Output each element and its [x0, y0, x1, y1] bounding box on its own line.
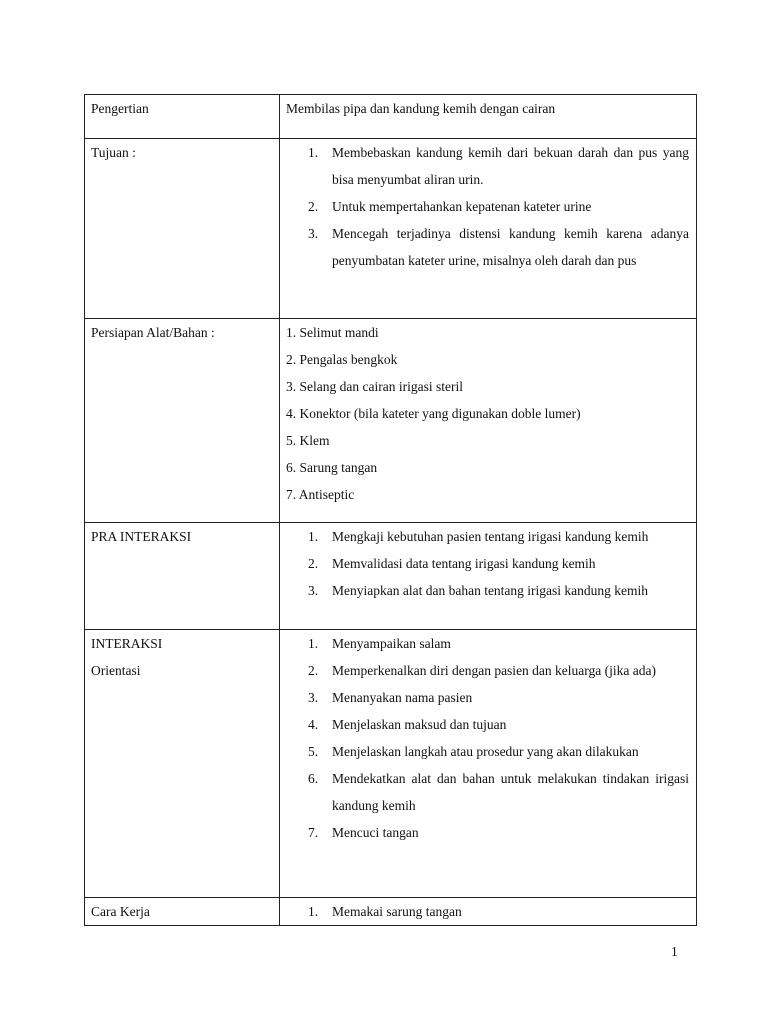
list-item-text: Mengkaji kebutuhan pasien tentang irigasi kandung kemih — [332, 529, 649, 544]
row-label: Pengertian — [91, 101, 149, 116]
label-cell — [85, 523, 280, 630]
list-item-text: Menyiapkan alat dan bahan tentang irigasi kandung kemih — [332, 583, 649, 598]
row-tujuan — [85, 139, 697, 319]
list-item-text: Untuk mempertahankan kepatenan kateter urine — [332, 199, 592, 214]
list-item — [280, 630, 689, 657]
list-item-text: Memvalidasi data tentang irigasi kandung kemih — [332, 556, 596, 571]
definition-text: Membilas pipa dan kandung kemih dengan cairan — [286, 101, 556, 116]
row-interaksi — [85, 630, 697, 898]
list-item — [280, 139, 689, 193]
list-item: 5. Klem — [286, 433, 330, 448]
list-item — [280, 711, 689, 738]
list-item-text: Menyampaikan salam — [332, 636, 451, 651]
procedure-table — [84, 94, 697, 926]
objectives-list — [280, 139, 696, 274]
label-cell — [85, 139, 280, 319]
list-number: 2. — [308, 199, 319, 214]
list-item: 2. Pengalas bengkok — [286, 352, 398, 367]
list-item: 6. Sarung tangan — [286, 460, 378, 475]
row-label: Persiapan Alat/Bahan : — [91, 325, 215, 340]
row-label: Cara Kerja — [91, 904, 150, 919]
label-cell — [85, 95, 280, 139]
list-item — [280, 765, 689, 819]
list-number: 1. — [308, 145, 319, 160]
content-cell — [280, 523, 697, 630]
row-pengertian — [85, 95, 697, 139]
list-number: 4. — [308, 717, 319, 732]
orientation-list — [280, 630, 696, 846]
list-item-text: Memakai sarung tangan — [332, 904, 462, 919]
pre-interaction-list — [280, 523, 696, 604]
list-number: 2. — [308, 556, 319, 571]
list-number: 1. — [308, 904, 319, 919]
list-item — [280, 577, 689, 604]
row-label: PRA INTERAKSI — [91, 529, 192, 544]
content-cell — [280, 630, 697, 898]
list-number: 3. — [308, 690, 319, 705]
list-number: 3. — [308, 226, 319, 241]
list-item — [280, 819, 689, 846]
list-item — [280, 523, 689, 550]
list-item: 3. Selang dan cairan irigasi steril — [286, 379, 463, 394]
page-number: 1 — [671, 944, 678, 959]
row-sublabel: Orientasi — [91, 663, 141, 678]
list-item — [280, 193, 689, 220]
label-cell — [85, 319, 280, 523]
row-persiapan — [85, 319, 697, 523]
row-label: INTERAKSI — [91, 636, 163, 651]
list-item — [280, 898, 689, 925]
list-item-text: Mendekatkan alat dan bahan untuk melakukan tindakan irigasi kandung kemih — [332, 771, 689, 813]
content-cell — [280, 139, 697, 319]
list-item: 1. Selimut mandi — [286, 325, 379, 340]
list-item-text: Mencegah terjadinya distensi kandung kemih karena adanya penyumbatan kateter urine, misalnya oleh darah dan pus — [332, 226, 689, 268]
list-number: 1. — [308, 529, 319, 544]
row-label: Tujuan : — [91, 145, 136, 160]
list-item-text: Membebaskan kandung kemih dari bekuan darah dan pus yang bisa menyumbat aliran urin. — [332, 145, 689, 187]
content-cell — [280, 95, 697, 139]
row-pra-interaksi — [85, 523, 697, 630]
list-item-text: Menjelaskan maksud dan tujuan — [332, 717, 507, 732]
list-item-text: Memperkenalkan diri dengan pasien dan keluarga (jika ada) — [332, 663, 656, 678]
list-number: 3. — [308, 583, 319, 598]
content-cell — [280, 319, 697, 523]
list-number: 5. — [308, 744, 319, 759]
list-item: 4. Konektor (bila kateter yang digunakan doble lumer) — [286, 406, 581, 421]
list-number: 1. — [308, 636, 319, 651]
list-item — [280, 684, 689, 711]
list-number: 6. — [308, 771, 319, 786]
label-cell — [85, 630, 280, 898]
content-cell — [280, 898, 697, 926]
procedure-steps-list — [280, 898, 696, 925]
list-item — [280, 220, 689, 274]
equipment-list — [280, 319, 696, 508]
list-item-text: Menanyakan nama pasien — [332, 690, 473, 705]
list-item — [280, 738, 689, 765]
list-item-text: Menjelaskan langkah atau prosedur yang akan dilakukan — [332, 744, 639, 759]
list-item — [280, 550, 689, 577]
row-cara-kerja — [85, 898, 697, 926]
list-item — [280, 657, 689, 684]
list-number: 2. — [308, 663, 319, 678]
list-number: 7. — [308, 825, 319, 840]
label-cell — [85, 898, 280, 926]
list-item: 7. Antiseptic — [286, 487, 355, 502]
list-item-text: Mencuci tangan — [332, 825, 419, 840]
